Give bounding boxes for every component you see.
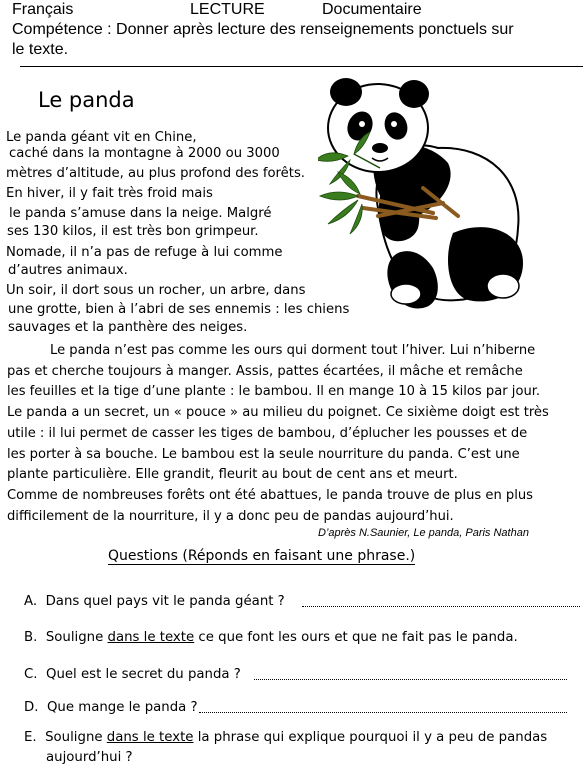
- question-e: [24, 730, 547, 745]
- intro-line-3: mètres d’altitude, au plus profond des forêts.: [6, 166, 306, 181]
- question-d: [24, 700, 198, 715]
- intro-line-2: caché dans la montagne à 2000 ou 3000: [9, 146, 280, 161]
- competence-line-2: le texte.: [12, 41, 69, 58]
- domain-label: LECTURE: [190, 1, 265, 18]
- source-citation: D’après N.Saunier, Le panda, Paris Nathan: [318, 527, 529, 539]
- question-c: [24, 667, 241, 682]
- answer-line-d[interactable]: [199, 712, 567, 713]
- competence-line-1: Compétence : Donner après lecture des renseignements ponctuels sur: [12, 21, 514, 38]
- body-line-3: les feuilles et la tige d’une plante : le bambou. Il en mange 10 à 15 kilos par jour.: [7, 384, 541, 399]
- body-line-2: pas et cherche toujours à manger. Assis, pattes écartées, il mâche et remâche: [7, 364, 523, 379]
- question-b: [24, 630, 518, 645]
- intro-line-6: ses 130 kilos, il est très bon grimpeur.: [7, 224, 259, 239]
- subject-label: Français: [12, 1, 74, 18]
- question-c-letter: C.: [24, 667, 38, 682]
- intro-line-7: Nomade, il n’a pas de refuge à lui comme: [6, 245, 283, 260]
- question-b-letter: B.: [24, 630, 38, 645]
- intro-line-10: une grotte, bien à l’abri de ses ennemis : les chiens: [8, 302, 350, 317]
- panda-illustration: [318, 68, 558, 320]
- question-a-letter: A.: [24, 594, 38, 609]
- body-line-6: les porter à sa bouche. Le bambou est la seule nourriture du panda. C’est une: [7, 447, 520, 462]
- question-e-pre: Souligne: [45, 730, 107, 745]
- answer-line-c[interactable]: [254, 679, 567, 680]
- body-line-1: Le panda n’est pas comme les ours qui dorment tout l’hiver. Lui n’hiberne: [50, 343, 536, 358]
- intro-line-1: Le panda géant vit en Chine,: [6, 130, 197, 145]
- question-e-underlined: dans le texte: [106, 730, 194, 745]
- question-d-letter: D.: [24, 700, 39, 715]
- questions-header: Questions (Réponds en faisant une phrase.): [108, 548, 416, 564]
- body-line-7: plante particulière. Elle grandit, fleurit au bout de cent ans et meurt.: [7, 467, 458, 482]
- intro-line-9: Un soir, il dort sous un rocher, un arbre, dans: [6, 283, 306, 298]
- question-b-post: ce que font les ours et que ne fait pas le panda.: [194, 630, 518, 645]
- page-title: Le panda: [38, 88, 135, 112]
- intro-line-8: d’autres animaux.: [8, 263, 128, 278]
- question-a-text: Dans quel pays vit le panda géant ?: [45, 594, 285, 609]
- genre-label: Documentaire: [322, 1, 422, 18]
- question-b-underlined: dans le texte: [107, 630, 195, 645]
- body-line-9: difficilement de la nourriture, il y a donc peu de pandas aujourd’hui.: [7, 509, 454, 524]
- question-a: [24, 594, 285, 609]
- question-b-pre: Souligne: [45, 630, 108, 645]
- intro-line-5: le panda s’amuse dans la neige. Malgré: [9, 206, 272, 221]
- intro-line-4: En hiver, il y fait très froid mais: [6, 186, 213, 201]
- body-line-4: Le panda a un secret, un « pouce » au milieu du poignet. Ce sixième doigt est très: [7, 405, 549, 420]
- header-divider: [20, 66, 583, 67]
- answer-line-a[interactable]: [302, 606, 580, 607]
- body-line-5: utile : il lui permet de casser les tiges de bambou, d’éplucher les pousses et de: [7, 426, 528, 441]
- question-d-text: Que mange le panda ?: [46, 700, 198, 715]
- intro-line-11: sauvages et la panthère des neiges.: [8, 320, 248, 335]
- body-line-8: Comme de nombreuses forêts ont été abattues, le panda trouve de plus en plus: [7, 488, 533, 503]
- question-c-text: Quel est le secret du panda ?: [45, 667, 241, 682]
- question-e-letter: E.: [24, 730, 37, 745]
- question-e-line-2: aujourd’hui ?: [46, 750, 133, 765]
- question-e-post: la phrase qui explique pourquoi il y a peu de pandas: [193, 730, 548, 745]
